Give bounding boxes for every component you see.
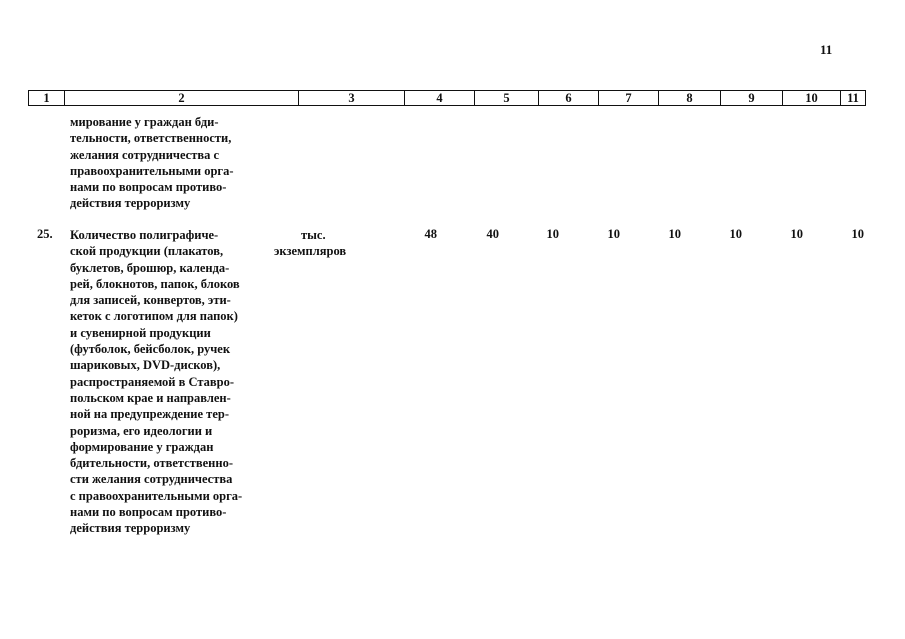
row-25-description (70, 227, 264, 537)
page-number: 11 (820, 42, 833, 57)
header-col-8: 8 (659, 91, 721, 105)
row-25-value-col-6: 10 (546, 227, 559, 241)
text-line: польском крае и направлен- (70, 390, 231, 405)
text-line: нами по вопросам противо- (70, 180, 227, 195)
header-col-11: 11 (847, 91, 859, 105)
text-line: бдительности, ответственно- (70, 456, 233, 471)
text-line: и сувенирной продукции (70, 325, 211, 340)
header-col-10: 10 (783, 91, 841, 105)
header-col-2: 2 (65, 91, 299, 105)
text-line: с правоохранительными орга- (70, 488, 243, 503)
text-line: действия терроризму (70, 196, 191, 211)
header-col-6: 6 (539, 91, 599, 105)
row-25-value-col-9: 10 (729, 227, 742, 241)
text-line: формирование у граждан (70, 439, 214, 454)
text-line: сти желания сотрудничества (70, 472, 233, 487)
row-25-value-col-7: 10 (607, 227, 620, 241)
text-line: мирование у граждан бди- (70, 115, 219, 129)
row-25-value-col-8: 10 (668, 227, 681, 241)
row-25-value-col-4: 48 (424, 227, 437, 241)
header-col-4: 4 (405, 91, 475, 105)
text-line: желания сотрудничества с (70, 147, 220, 162)
text-line: Количество полиграфиче- (70, 228, 219, 242)
text-line: (футболок, бейсболок, ручек (70, 342, 231, 357)
text-line: для записей, конвертов, эти- (70, 293, 231, 308)
header-col-7: 7 (599, 91, 659, 105)
text-line: ской продукции (плакатов, (70, 244, 224, 259)
text-line: нами по вопросам противо- (70, 505, 227, 520)
row-25-value-col-11: 10 (851, 227, 864, 241)
table-header-row (28, 90, 866, 106)
text-line: правоохранительными орга- (70, 163, 234, 178)
text-line: буклетов, брошюр, календа- (70, 260, 230, 275)
header-col-5: 5 (475, 91, 539, 105)
text-line: тельности, ответственности, (70, 131, 232, 146)
text-line: кеток с логотипом для папок) (70, 309, 238, 324)
text-line: ной на предупреждение тер- (70, 407, 229, 422)
header-col-9: 9 (721, 91, 783, 105)
text-line: рей, блокнотов, папок, блоков (70, 276, 240, 291)
text-line: действия терроризму (70, 521, 191, 536)
row-25-value-col-5: 40 (486, 227, 499, 241)
row-25-value-col-10: 10 (790, 227, 803, 241)
text-line: роризма, его идеологии и (70, 423, 213, 438)
header-col-3: 3 (299, 91, 405, 105)
unit-line: тыс. (301, 228, 326, 242)
row-25-unit (274, 227, 364, 260)
unit-line: экземпляров (274, 244, 347, 259)
continuation-text (70, 114, 264, 212)
text-line: шариковых, DVD-дисков), (70, 358, 221, 373)
text-line: распространяемой в Ставро- (70, 374, 235, 389)
row-number-25: 25. (37, 227, 53, 241)
header-col-1: 1 (29, 91, 65, 105)
